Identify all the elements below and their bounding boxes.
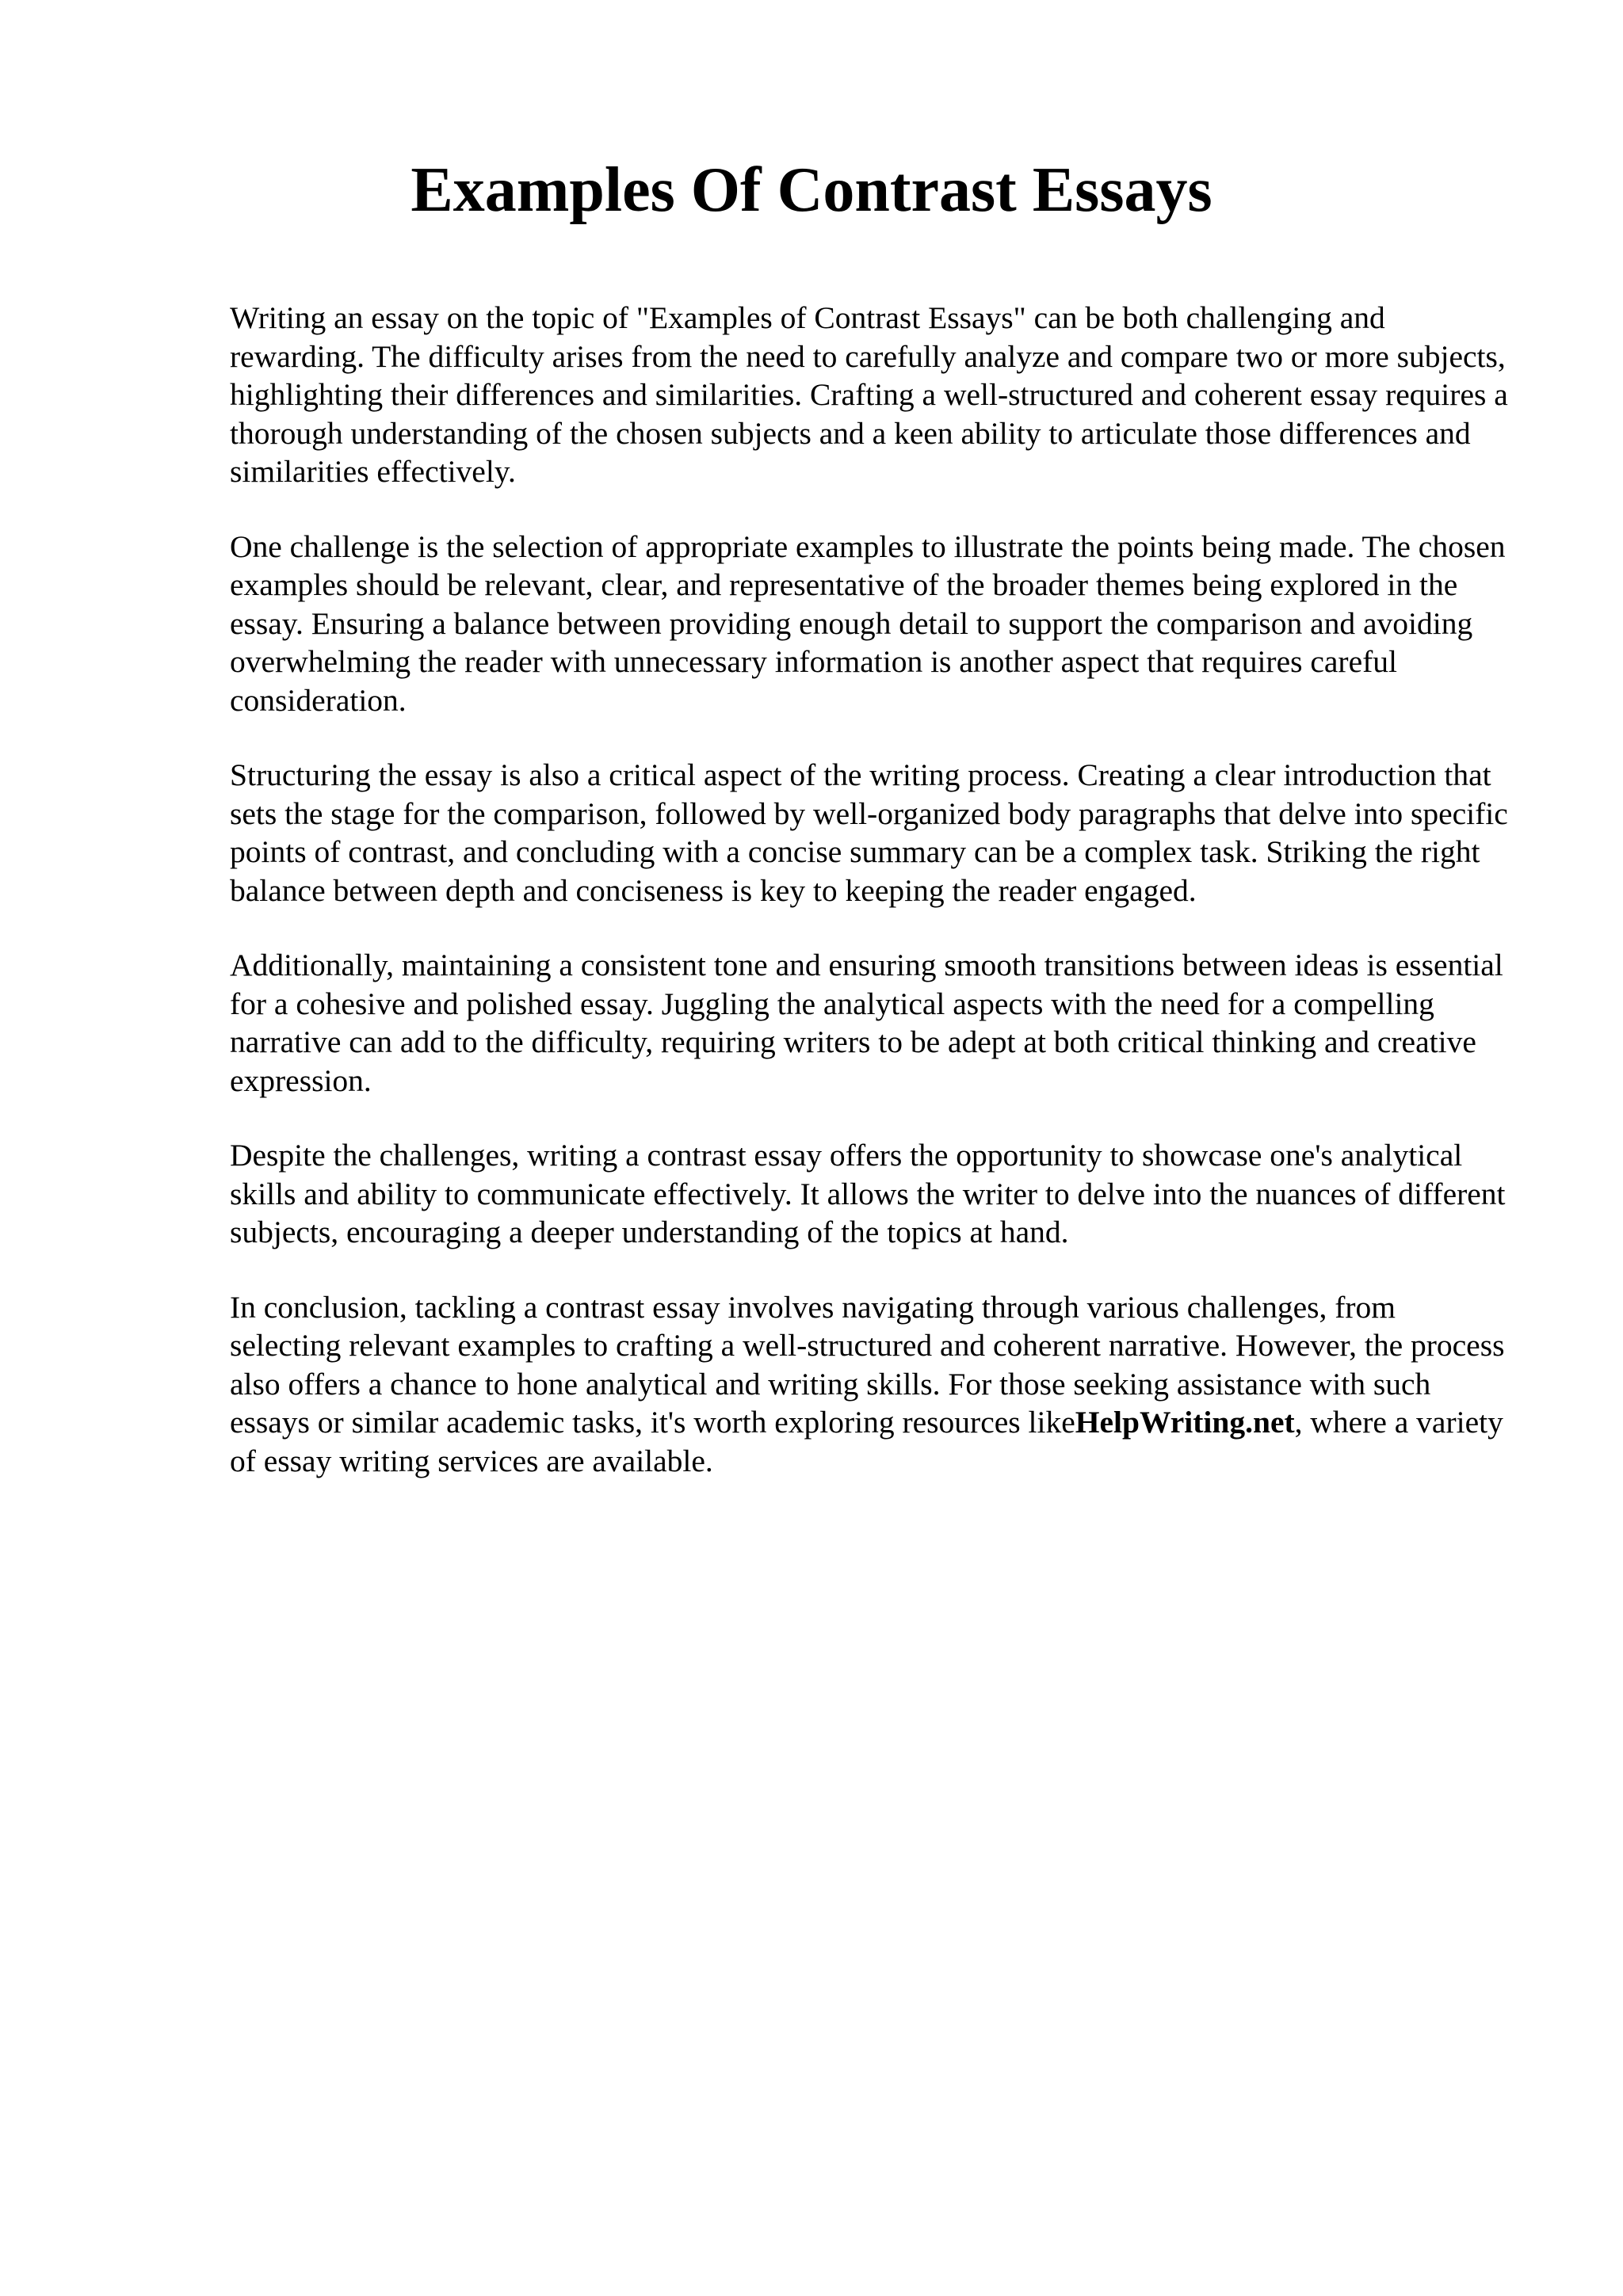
essay-body [230, 299, 1514, 1516]
paragraph-6-conclusion [230, 1288, 1514, 1481]
paragraph-5: Despite the challenges, writing a contrast essay offers the opportunity to showcase one's analytical skills and ability to communicate effectively. It allows the writer to delve into the nuances of different subjects, encouraging a deeper understanding of the topics at hand. [230, 1138, 1506, 1249]
conclusion-text-before: In conclusion, tackling a contrast essay involves navigating through various challenges, from selecting relevant examples to crafting a well-structured and coherent narrative. However, the process also offers a chance to hone analytical and writing skills. For those seeking assistance with such essays or similar academic tasks, it's worth exploring resources like [230, 1289, 1505, 1440]
helpwriting-link[interactable]: HelpWriting.net [1075, 1405, 1295, 1440]
paragraph-1: Writing an essay on the topic of "Examples of Contrast Essays" can be both challenging and rewarding. The difficulty arises from the need to carefully analyze and compare two or more subjects, highlighting their differences and similarities. Crafting a well-structured and coherent essay requires a thorough understanding of the chosen subjects and a keen ability to articulate those differences and similarities effectively. [230, 300, 1508, 489]
paragraph-2: One challenge is the selection of appropriate examples to illustrate the points being made. The chosen examples should be relevant, clear, and representative of the broader themes being explored in the essay. Ensuring a balance between providing enough detail to support the comparison and avoiding overwhelming the reader with unnecessary information is another aspect that requires careful consideration. [230, 528, 1506, 718]
paragraph-4: Additionally, maintaining a consistent tone and ensuring smooth transitions between ideas is essential for a cohesive and polished essay. Juggling the analytical aspects with the need for a compelling narrative can add to the difficulty, requiring writers to be adept at both critical thinking and creative expression. [230, 948, 1503, 1098]
paragraph-3: Structuring the essay is also a critical aspect of the writing process. Creating a clear introduction that sets the stage for the comparison, followed by well-organized body paragraphs that delve into specific points of contrast, and concluding with a concise summary can be a complex task. Striking the right balance between depth and conciseness is key to keeping the reader engaged. [230, 757, 1508, 908]
conclusion-text-after: , where a variety of essay writing services are available. [230, 1405, 1503, 1478]
page-title: Examples Of Contrast Essays [411, 155, 1212, 225]
